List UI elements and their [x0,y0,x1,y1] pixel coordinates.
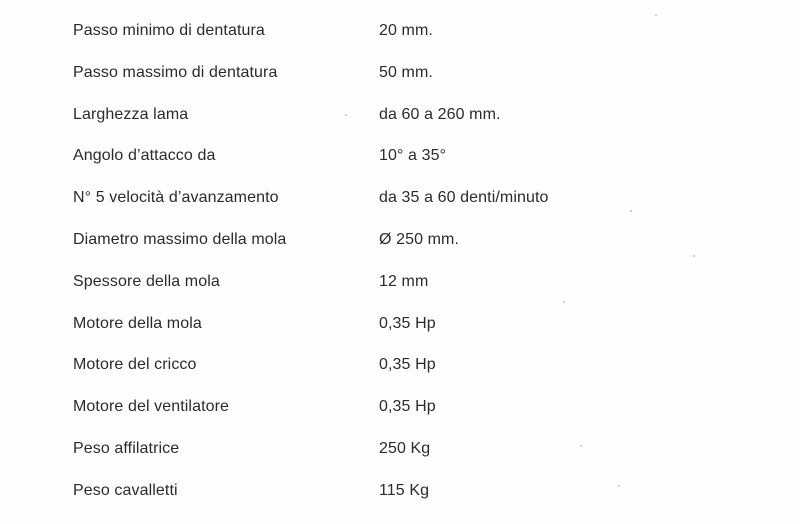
spec-label: Passo minimo di dentatura [73,22,265,39]
spec-label: Passo massimo di dentatura [73,63,278,81]
scan-speck [618,485,620,487]
spec-row [73,147,673,189]
spec-label: Motore del cricco [73,356,197,374]
spec-row [73,315,673,357]
spec-label: Angolo d’attacco da [73,147,216,165]
spec-row [73,273,673,315]
spec-row [73,482,673,524]
spec-row [73,64,673,106]
spec-label: Peso affilatrice [73,439,180,457]
spec-value: da 35 a 60 denti/minuto [379,189,549,207]
scan-speck [655,14,657,16]
scan-speck [580,445,582,447]
spec-value: da 60 a 260 mm. [379,105,501,123]
spec-label: Larghezza lama [73,105,189,123]
spec-value: 250 Kg [379,439,431,457]
scan-speck [345,114,347,116]
spec-label: Spessore della mola [73,272,220,290]
spec-value: 0,35 Hp [379,398,436,416]
spec-value: 12 mm [379,272,429,290]
spec-value: 20 mm. [379,22,433,39]
spec-label: Diametro massimo della mola [73,230,287,248]
spec-row [73,356,673,398]
spec-label: Motore del ventilatore [73,398,230,416]
scan-speck [630,210,632,212]
scan-speck [563,301,565,303]
spec-label: Peso cavalletti [73,481,178,499]
spec-value: 10° a 35° [379,147,447,165]
spec-row [73,231,673,273]
scan-speck [693,255,695,257]
spec-value: 115 Kg [379,481,430,499]
spec-row [73,22,673,64]
spec-value: 50 mm. [379,63,433,81]
specifications-table [73,22,673,524]
spec-value: 0,35 Hp [379,356,436,374]
spec-row [73,440,673,482]
spec-value: 0,35 Hp [379,314,436,332]
spec-label: N° 5 velocità d’avanzamento [73,189,279,207]
spec-row [73,398,673,440]
spec-label: Motore della mola [73,314,202,332]
spec-row [73,106,673,148]
spec-row [73,189,673,231]
spec-value: Ø 250 mm. [379,230,460,248]
